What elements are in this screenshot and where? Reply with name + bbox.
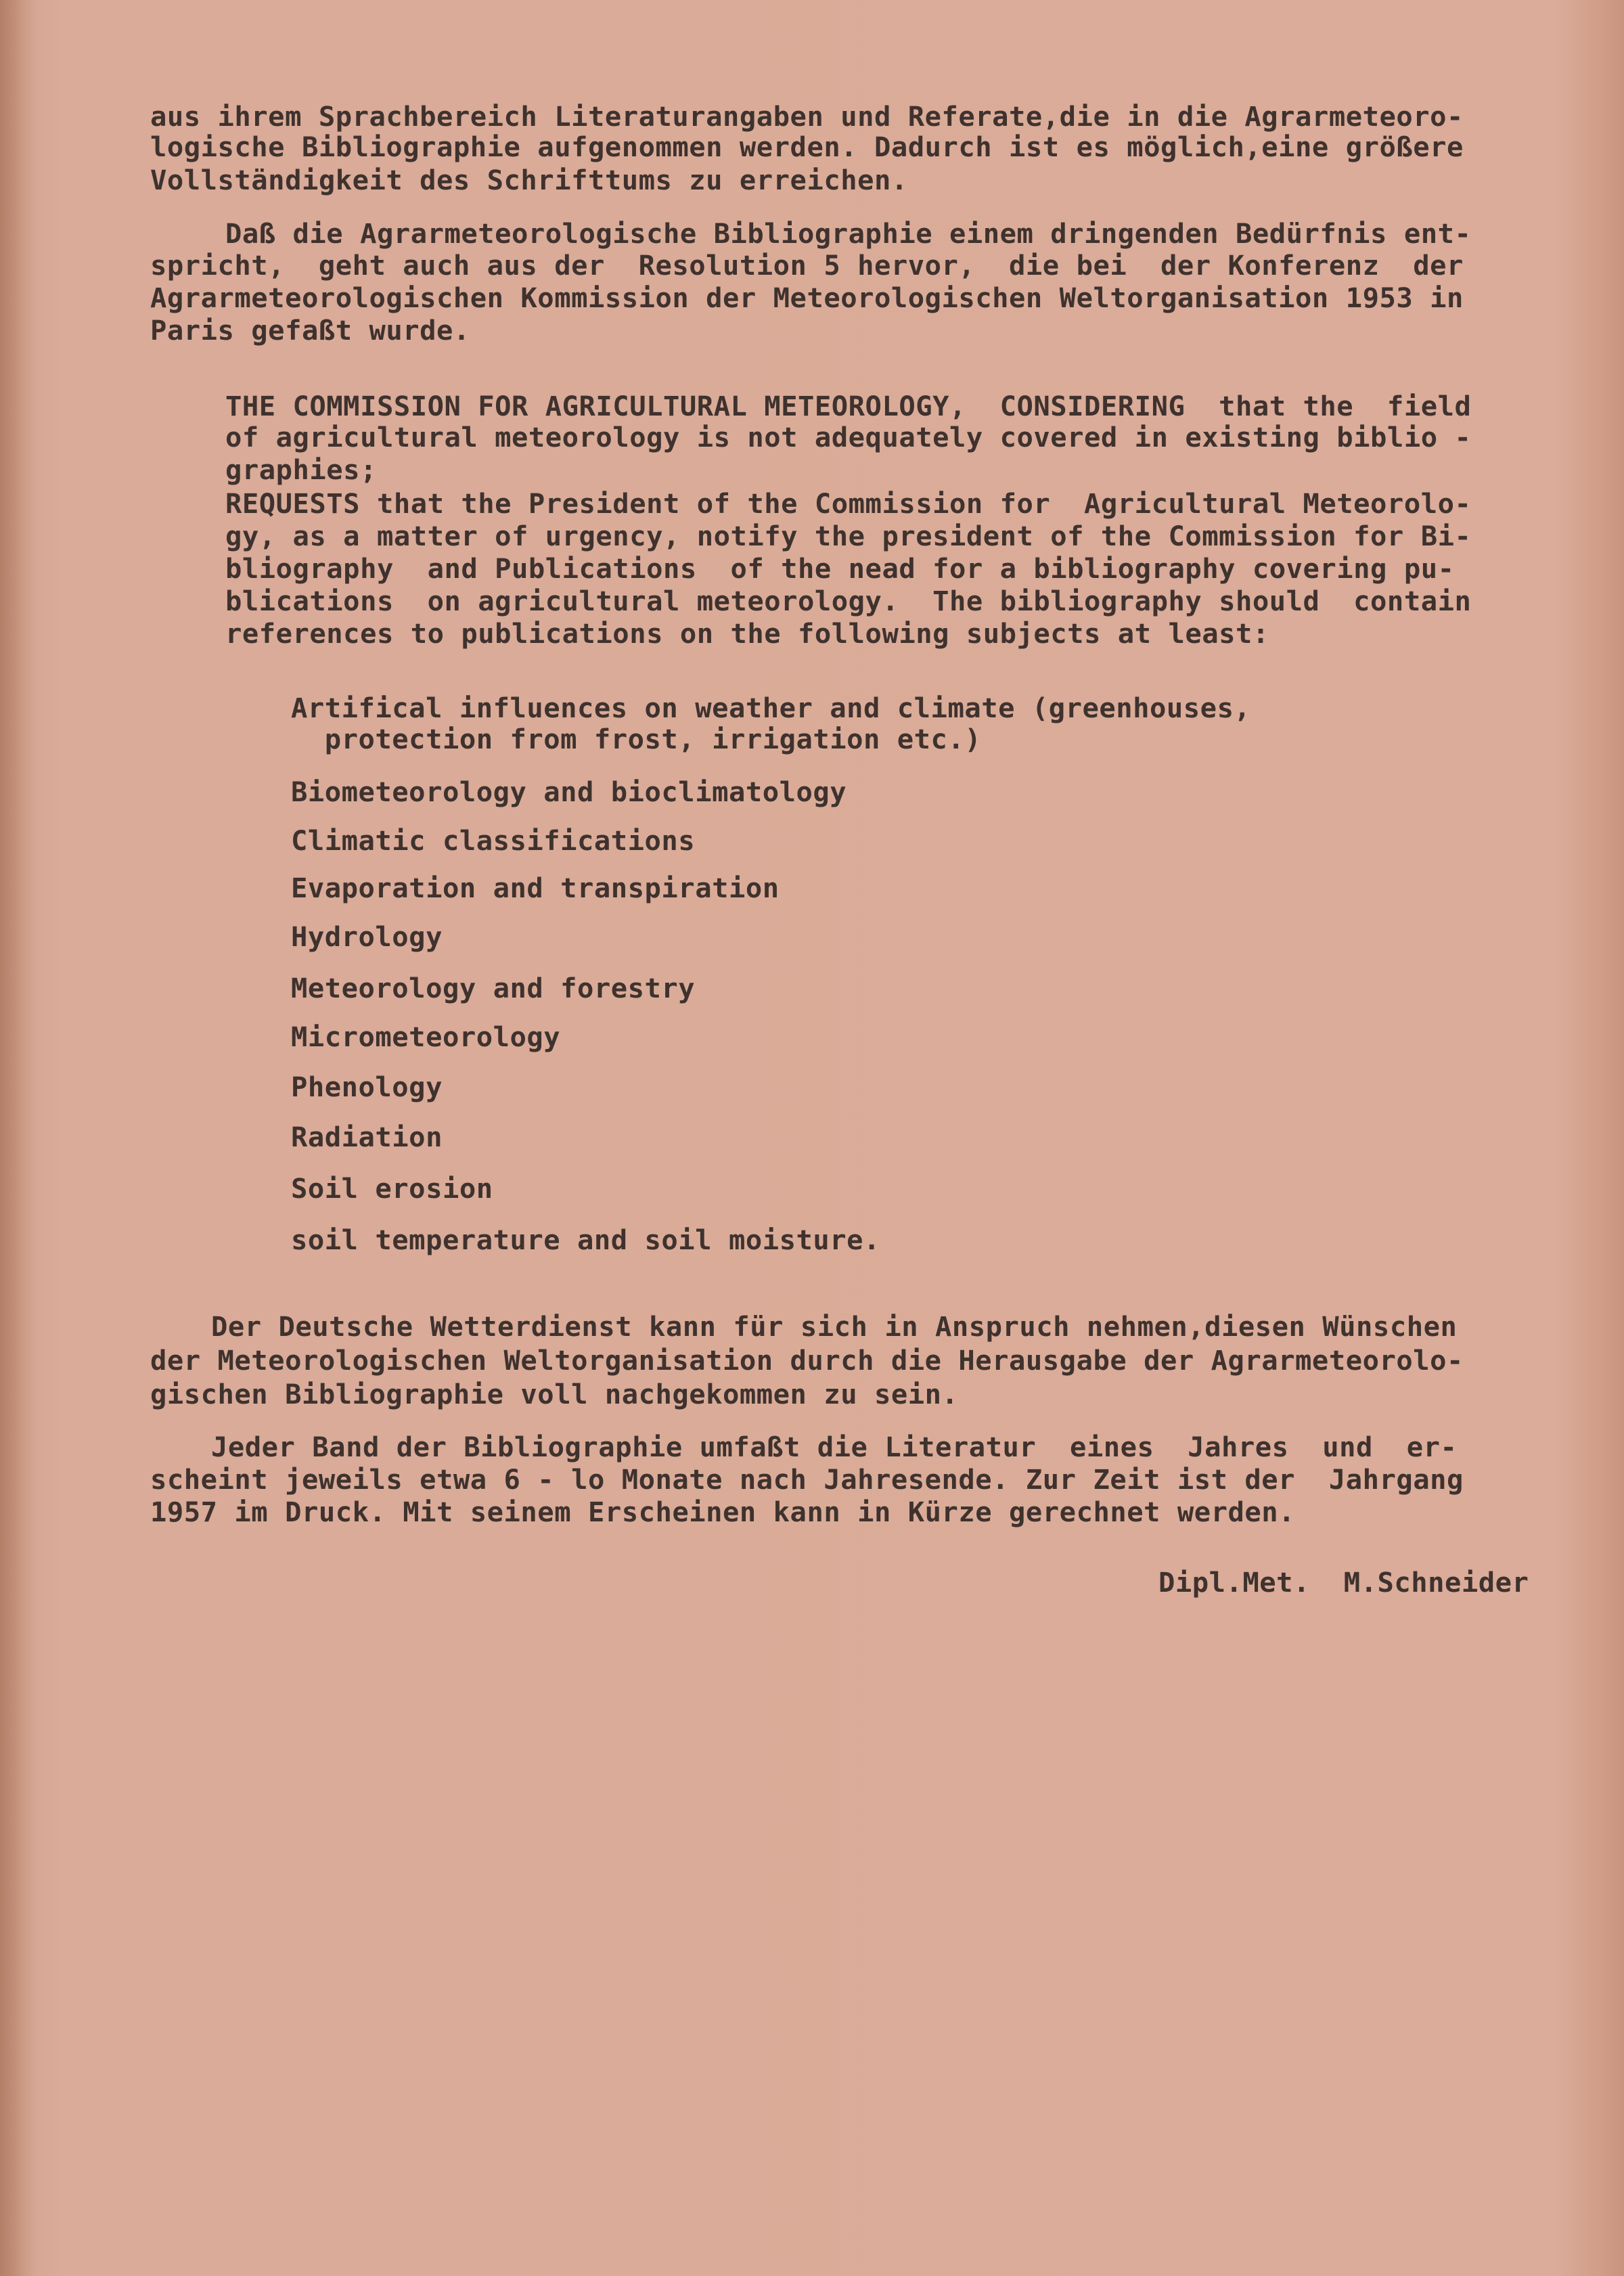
paragraph-4-line-3: 1957 im Druck. Mit seinem Erscheinen kann in Kürze gerechnet werden.	[150, 1496, 1296, 1528]
subject-item: Meteorology and forestry	[291, 972, 696, 1004]
subject-item: Phenology	[291, 1071, 443, 1103]
page-edge-shadow	[0, 0, 37, 2276]
paragraph-2-line-2: spricht, geht auch aus der Resolution 5 hervor, die bei der Konferenz der	[150, 249, 1464, 282]
resolution-line-2: of agricultural meteorology is not adequately covered in existing biblio -	[225, 421, 1472, 453]
subject-item: Biometeorology and bioclimatology	[291, 776, 847, 808]
resolution-line-7: blications on agricultural meteorology. The bibliography should contain	[225, 585, 1472, 617]
resolution-line-8: references to publications on the following subjects at least:	[225, 617, 1269, 650]
subject-item: Evaporation and transpiration	[291, 872, 780, 904]
subject-item: Climatic classifications	[291, 824, 696, 857]
paragraph-2-line-4: Paris gefaßt wurde.	[150, 314, 470, 347]
paragraph-3-line-1: Der Deutsche Wetterdienst kann für sich in Anspruch nehmen,diesen Wünschen	[211, 1310, 1458, 1343]
signature: Dipl.Met. M.Schneider	[1158, 1566, 1529, 1599]
resolution-line-1: THE COMMISSION FOR AGRICULTURAL METEOROLOGY, CONSIDERING that the field	[225, 390, 1472, 422]
paragraph-3-line-3: gischen Bibliographie voll nachgekommen zu sein.	[150, 1378, 959, 1410]
paragraph-1-line-3: Vollständigkeit des Schrifttums zu erreichen.	[150, 164, 908, 196]
resolution-line-3: graphies;	[225, 453, 377, 486]
subject-item: Artifical influences on weather and climate (greenhouses,	[291, 692, 1251, 724]
subject-item: soil temperature and soil moisture.	[291, 1224, 880, 1256]
subject-item: Radiation	[291, 1121, 443, 1153]
resolution-line-6: bliography and Publications of the nead for a bibliography covering pu-	[225, 552, 1455, 585]
paragraph-4-line-1: Jeder Band der Bibliographie umfaßt die Literatur eines Jahres und er-	[211, 1431, 1458, 1463]
paragraph-4-line-2: scheint jeweils etwa 6 - lo Monate nach Jahresende. Zur Zeit ist der Jahrgang	[150, 1463, 1464, 1496]
paragraph-2-line-1: Daß die Agrarmeteorologische Bibliographie einem dringenden Bedürfnis ent-	[225, 217, 1472, 250]
paragraph-1-line-2: logische Bibliographie aufgenommen werden. Dadurch ist es möglich,eine größere	[150, 131, 1464, 163]
subject-item: Micrometeorology	[291, 1021, 561, 1053]
subject-item: protection from frost, irrigation etc.)	[291, 723, 982, 755]
subject-item: Hydrology	[291, 920, 443, 953]
resolution-line-5: gy, as a matter of urgency, notify the president of the Commission for Bi-	[225, 520, 1472, 552]
subject-item: Soil erosion	[291, 1172, 493, 1205]
paragraph-1-line-1: aus ihrem Sprachbereich Literaturangaben und Referate,die in die Agrarmeteoro-	[150, 100, 1464, 133]
paragraph-2-line-3: Agrarmeteorologischen Kommission der Meteorologischen Weltorganisation 1953 in	[150, 282, 1464, 314]
paragraph-3-line-2: der Meteorologischen Weltorganisation durch die Herausgabe der Agrarmeteorolo-	[150, 1344, 1464, 1377]
resolution-line-4: REQUESTS that the President of the Commission for Agricultural Meteorolo-	[225, 487, 1472, 520]
